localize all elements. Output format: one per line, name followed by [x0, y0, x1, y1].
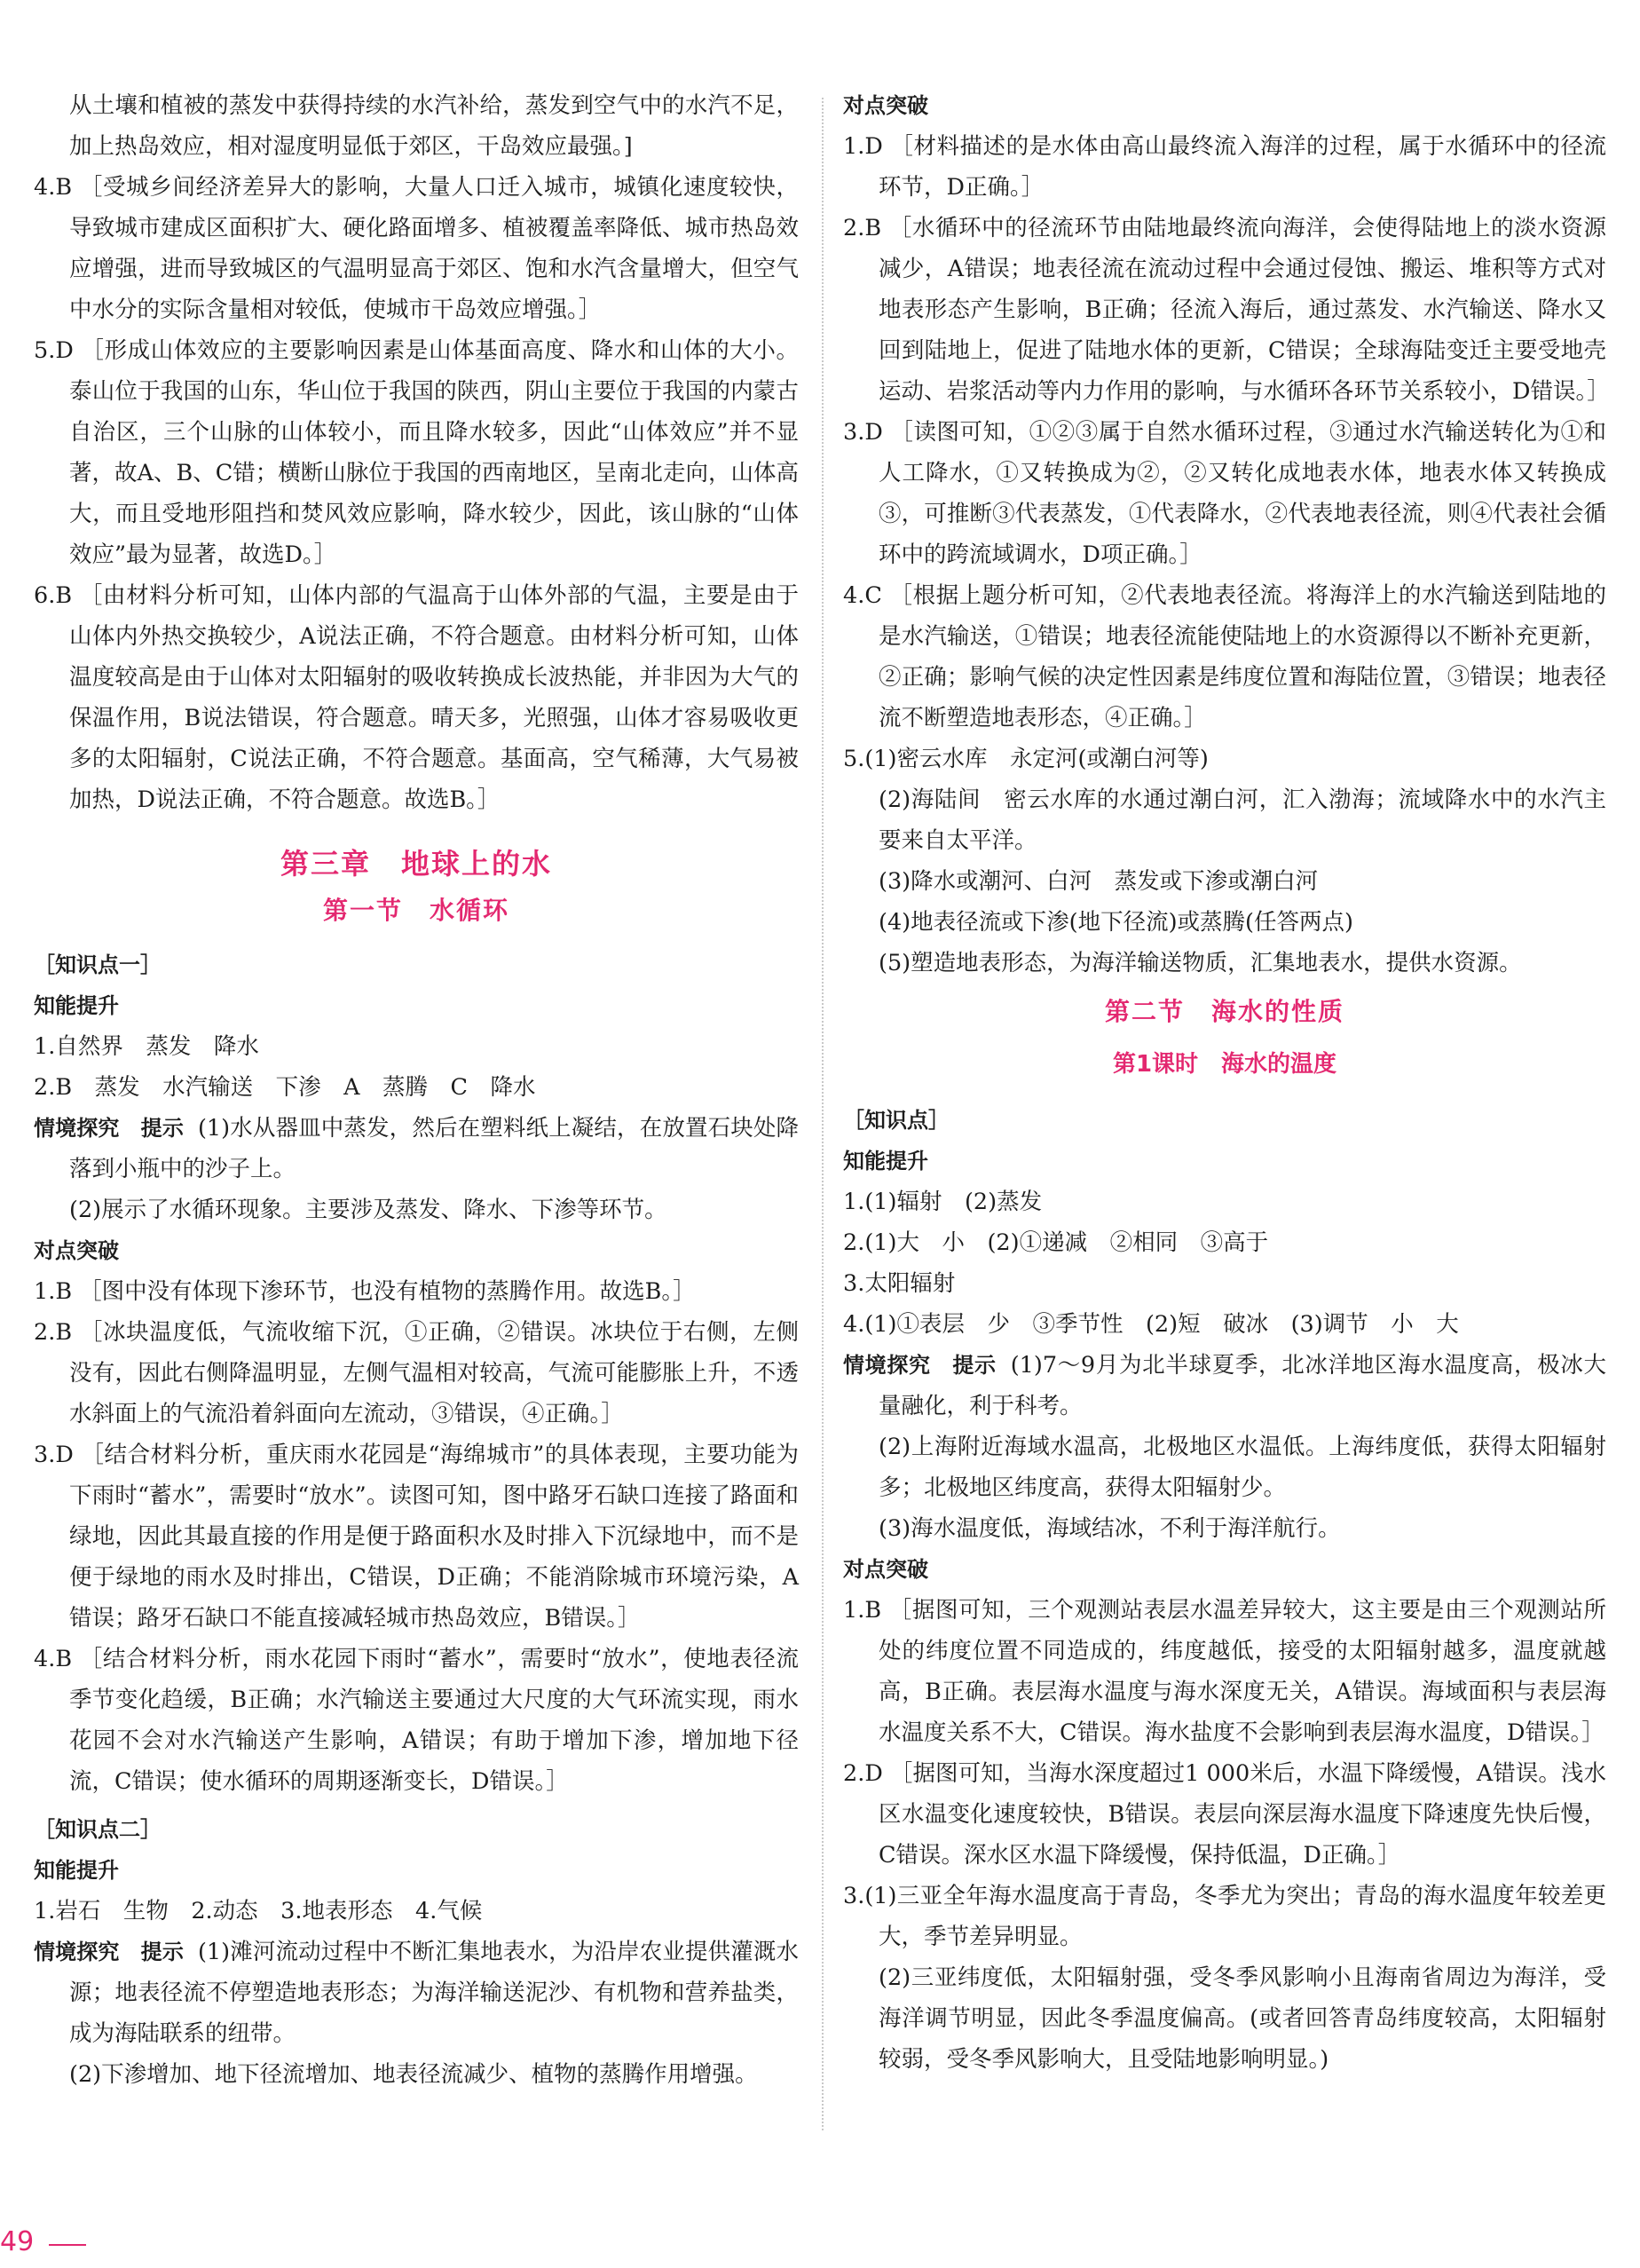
answer-line: 4.(1)①表层 少 ③季节性 (2)短 破冰 (3)调节 小 大: [843, 1311, 1459, 1338]
answer-2: 2.B ［冰块温度低，气流收缩下沉，①正确，②错误。冰块位于右侧，左侧没有，因此右侧降温明显，左侧气温相对较高，气流可能膨胀上升，不透水斜面上的气流沿着斜面向左流动，③错误，④正确。］: [34, 1319, 799, 1427]
right-column: [843, 85, 1610, 2080]
answer-1: 1.B ［据图可知，三个观测站表层水温差异较大，这主要是由三个观测站所处的纬度位置不同造成的，纬度越低，接受的太阳辐射越多，温度就越高，B正确。表层海水温度与海水深度无关，A错误。海域面积与表层海水温度关系不大，C错误。海水盐度不会影响到表层海水温度，D错误。］: [843, 1597, 1606, 1746]
answer-line: 1.自然界 蒸发 降水: [34, 1033, 259, 1060]
answer-line: 3.太阳辐射: [843, 1270, 956, 1297]
left-column: [34, 85, 799, 2095]
subheading: 知能提升: [34, 1858, 119, 1883]
situation-text: (1)水从器皿中蒸发，然后在塑料纸上凝结，在放置石块处降落到小瓶中的沙子上。: [69, 1115, 800, 1182]
situation-text-2: (2)展示了水循环现象。主要涉及蒸发、降水、下渗等环节。: [69, 1197, 667, 1223]
subheading: 对点突破: [843, 93, 928, 118]
answer-line: 2.B 蒸发 水汽输送 下渗 A 蒸腾 C 降水: [34, 1074, 536, 1101]
answer-5-part: (3)降水或潮河、白河 蒸发或下渗或潮白河: [879, 868, 1319, 895]
answer-5-part: (4)地表径流或下渗(地下径流)或蒸腾(任答两点): [879, 909, 1353, 936]
answer-3: 3.D ［读图可知，①②③属于自然水循环过程，③通过水汽输送转化为①和人工降水，①又转换成为②，②又转化成地表水体，地表水体又转换成③，可推断③代表蒸发，①代表降水，②代表地表径流，则④代表社会循环中的跨流域调水，D项正确。］: [843, 419, 1606, 568]
answer-4b: 4.B ［结合材料分析，雨水花园下雨时“蓄水”，需要时“放水”，使地表径流季节变化趋缓，B正确；水汽输送主要通过大尺度的大气环流实现，雨水花园不会对水汽输送产生影响，A错误；有助于增加下渗，增加地下径流，C错误；使水循环的周期逐渐变长，D错误。］: [34, 1646, 799, 1795]
answer-6: 6.B ［由材料分析可知，山体内部的气温高于山体外部的气温，主要是由于山体内外热交换较少，A说法正确，不符合题意。由材料分析可知，山体温度较高是由于山体对太阳辐射的吸收转换成长波热能，并非因为大气的保温作用，B说法错误，符合题意。晴天多，光照强，山体才容易吸收更多的太阳辐射，C说法正确，不符合题意。基面高，空气稀薄，大气易被加热，D说法正确，不符合题意。故选B。］: [34, 582, 799, 813]
answer-continuation: 从土壤和植被的蒸发中获得持续的水汽补给，蒸发到空气中的水汽不足，加上热岛效应，相对湿度明显低于郊区，干岛效应最强。]: [69, 92, 799, 160]
section-title: 第一节 水循环: [322, 896, 509, 925]
answer-line: 2.(1)大 小 (2)①递减 ②相同 ③高于: [843, 1229, 1269, 1256]
answer-2: 2.B ［水循环中的径流环节由陆地最终流向海洋，会使得陆地上的淡水资源减少，A错误；地表径流在流动过程中会通过侵蚀、搬运、堆积等方式对地表形态产生影响，B正确；径流入海后，通过蒸发、水汽输送、降水又回到陆地上，促进了陆地水体的更新，C错误；全球海陆变迁主要受地壳运动、岩浆活动等内力作用的影响，与水循环各环节关系较小，D错误。］: [843, 215, 1610, 405]
situation-text-2: (2)上海附近海域水温高，北极地区水温低。上海纬度低，获得太阳辐射多；北极地区纬度高，获得太阳辐射少。: [879, 1434, 1606, 1501]
chapter-title: 第三章 地球上的水: [280, 847, 552, 881]
answer-2: 2.D ［据图可知，当海水深度超过1 000米后，水温下降缓慢，A错误。浅水区水温变化速度较快，B错误。表层向深层海水温度下降速度先快后慢，C错误。深水区水温下降缓慢，保持低温，D正确。］: [843, 1760, 1606, 1869]
subheading: 对点突破: [34, 1238, 119, 1263]
answer-5: 5.(1)密云水库 永定河(或潮白河等): [843, 746, 1209, 772]
answer-line: 1.(1)辐射 (2)蒸发: [843, 1189, 1043, 1215]
situation-text: (1)7～9月为北半球夏季，北冰洋地区海水温度高，极冰大量融化，利于科考。: [879, 1352, 1607, 1419]
situation-explore: [34, 1932, 799, 2054]
page-number-rule: [49, 2244, 86, 2246]
situation-label: 情境探究 提示: [34, 1116, 184, 1141]
answer-3: 3.D ［结合材料分析，重庆雨水花园是“海绵城市”的具体表现，主要功能为下雨时“蓄水”，需要时“放水”。读图可知，图中路牙石缺口连接了路面和绿地，因此其最直接的作用是便于路面积水及时排入下沉绿地中，而不是便于绿地的雨水及时排出，C错误，D正确；不能消除城市环境污染，A错误；路牙石缺口不能直接减轻城市热岛效应，B错误。］: [34, 1442, 799, 1632]
answer-3: 3.(1)三亚全年海水温度高于青岛，冬季尤为突出；青岛的海水温度年较差更大，季节差异明显。: [843, 1883, 1606, 1950]
answer-line: 1.岩石 生物 2.动态 3.地表形态 4.气候: [34, 1898, 483, 1924]
section-title: 第二节 海水的性质: [1104, 997, 1344, 1026]
lesson-title: 第1课时 海水的温度: [1112, 1051, 1337, 1078]
subheading: 知能提升: [34, 993, 119, 1018]
situation-explore: [34, 1108, 799, 1189]
knowledge-point-heading: ［知识点］: [843, 1108, 950, 1133]
situation-text-3: (3)海水温度低，海域结冰，不利于海洋航行。: [879, 1515, 1341, 1542]
answer-1: 1.B ［图中没有体现下渗环节，也没有植物的蒸腾作用。故选B。］: [34, 1278, 696, 1305]
answer-5-part: (5)塑造地表形态，为海洋输送物质，汇集地表水，提供水资源。: [879, 950, 1522, 976]
answer-3-part: (2)三亚纬度低，太阳辐射强，受冬季风影响小且海南省周边为海洋，受海洋调节明显，因此冬季温度偏高。(或者回答青岛纬度较高，太阳辐射较弱，受冬季风影响大，且受陆地影响明显。): [879, 1964, 1606, 2073]
situation-text: (1)滩河流动过程中不断汇集地表水，为沿岸农业提供灌溉水源；地表径流不停塑造地表形态；为海洋输送泥沙、有机物和营养盐类，成为海陆联系的纽带。: [69, 1939, 800, 2047]
knowledge-point-heading: ［知识点一］: [34, 952, 162, 977]
column-divider: [822, 98, 824, 2130]
situation-label: 情境探究 提示: [843, 1353, 997, 1378]
answer-4: 4.B ［受城乡间经济差异大的影响，大量人口迁入城市，城镇化速度较快，导致城市建成区面积扩大、硬化路面增多、植被覆盖率降低、城市热岛效应增强，进而导致城区的气温明显高于郊区、饱和水汽含量增大，但空气中水分的实际含量相对较低，使城市干岛效应增强。］: [34, 174, 799, 323]
answer-1: 1.D ［材料描述的是水体由高山最终流入海洋的过程，属于水循环中的径流环节，D正确。］: [843, 133, 1606, 201]
situation-text-2: (2)下渗增加、地下径流增加、地表径流减少、植物的蒸腾作用增强。: [69, 2061, 758, 2088]
situation-explore: [843, 1345, 1606, 1426]
subheading: 对点突破: [843, 1557, 928, 1582]
answer-5-part: (2)海陆间 密云水库的水通过潮白河，汇入渤海；流域降水中的水汽主要来自太平洋。: [879, 786, 1606, 854]
situation-label: 情境探究 提示: [34, 1940, 184, 1964]
subheading: 知能提升: [843, 1149, 928, 1174]
answer-4: 4.C ［根据上题分析可知，②代表地表径流。将海洋上的水汽输送到陆地的是水汽输送，①错误；地表径流能使陆地上的水资源得以不断补充更新，②正确；影响气候的决定性因素是纬度位置和海陆位置，③错误；地表径流不断塑造地表形态，④正确。］: [843, 582, 1606, 731]
knowledge-point-heading: ［知识点二］: [34, 1817, 162, 1842]
page-number: 49: [0, 2226, 35, 2257]
answer-5: 5.D ［形成山体效应的主要影响因素是山体基面高度、降水和山体的大小。泰山位于我国的山东，华山位于我国的陕西，阴山主要位于我国的内蒙古自治区，三个山脉的山体较小，而且降水较多，因此“山体效应”并不显著，故A、B、C错；横断山脉位于我国的西南地区，呈南北走向，山体高大，而且受地形阻挡和焚风效应影响，降水较少，因此，该山脉的“山体效应”最为显著，故选D。］: [34, 337, 799, 568]
